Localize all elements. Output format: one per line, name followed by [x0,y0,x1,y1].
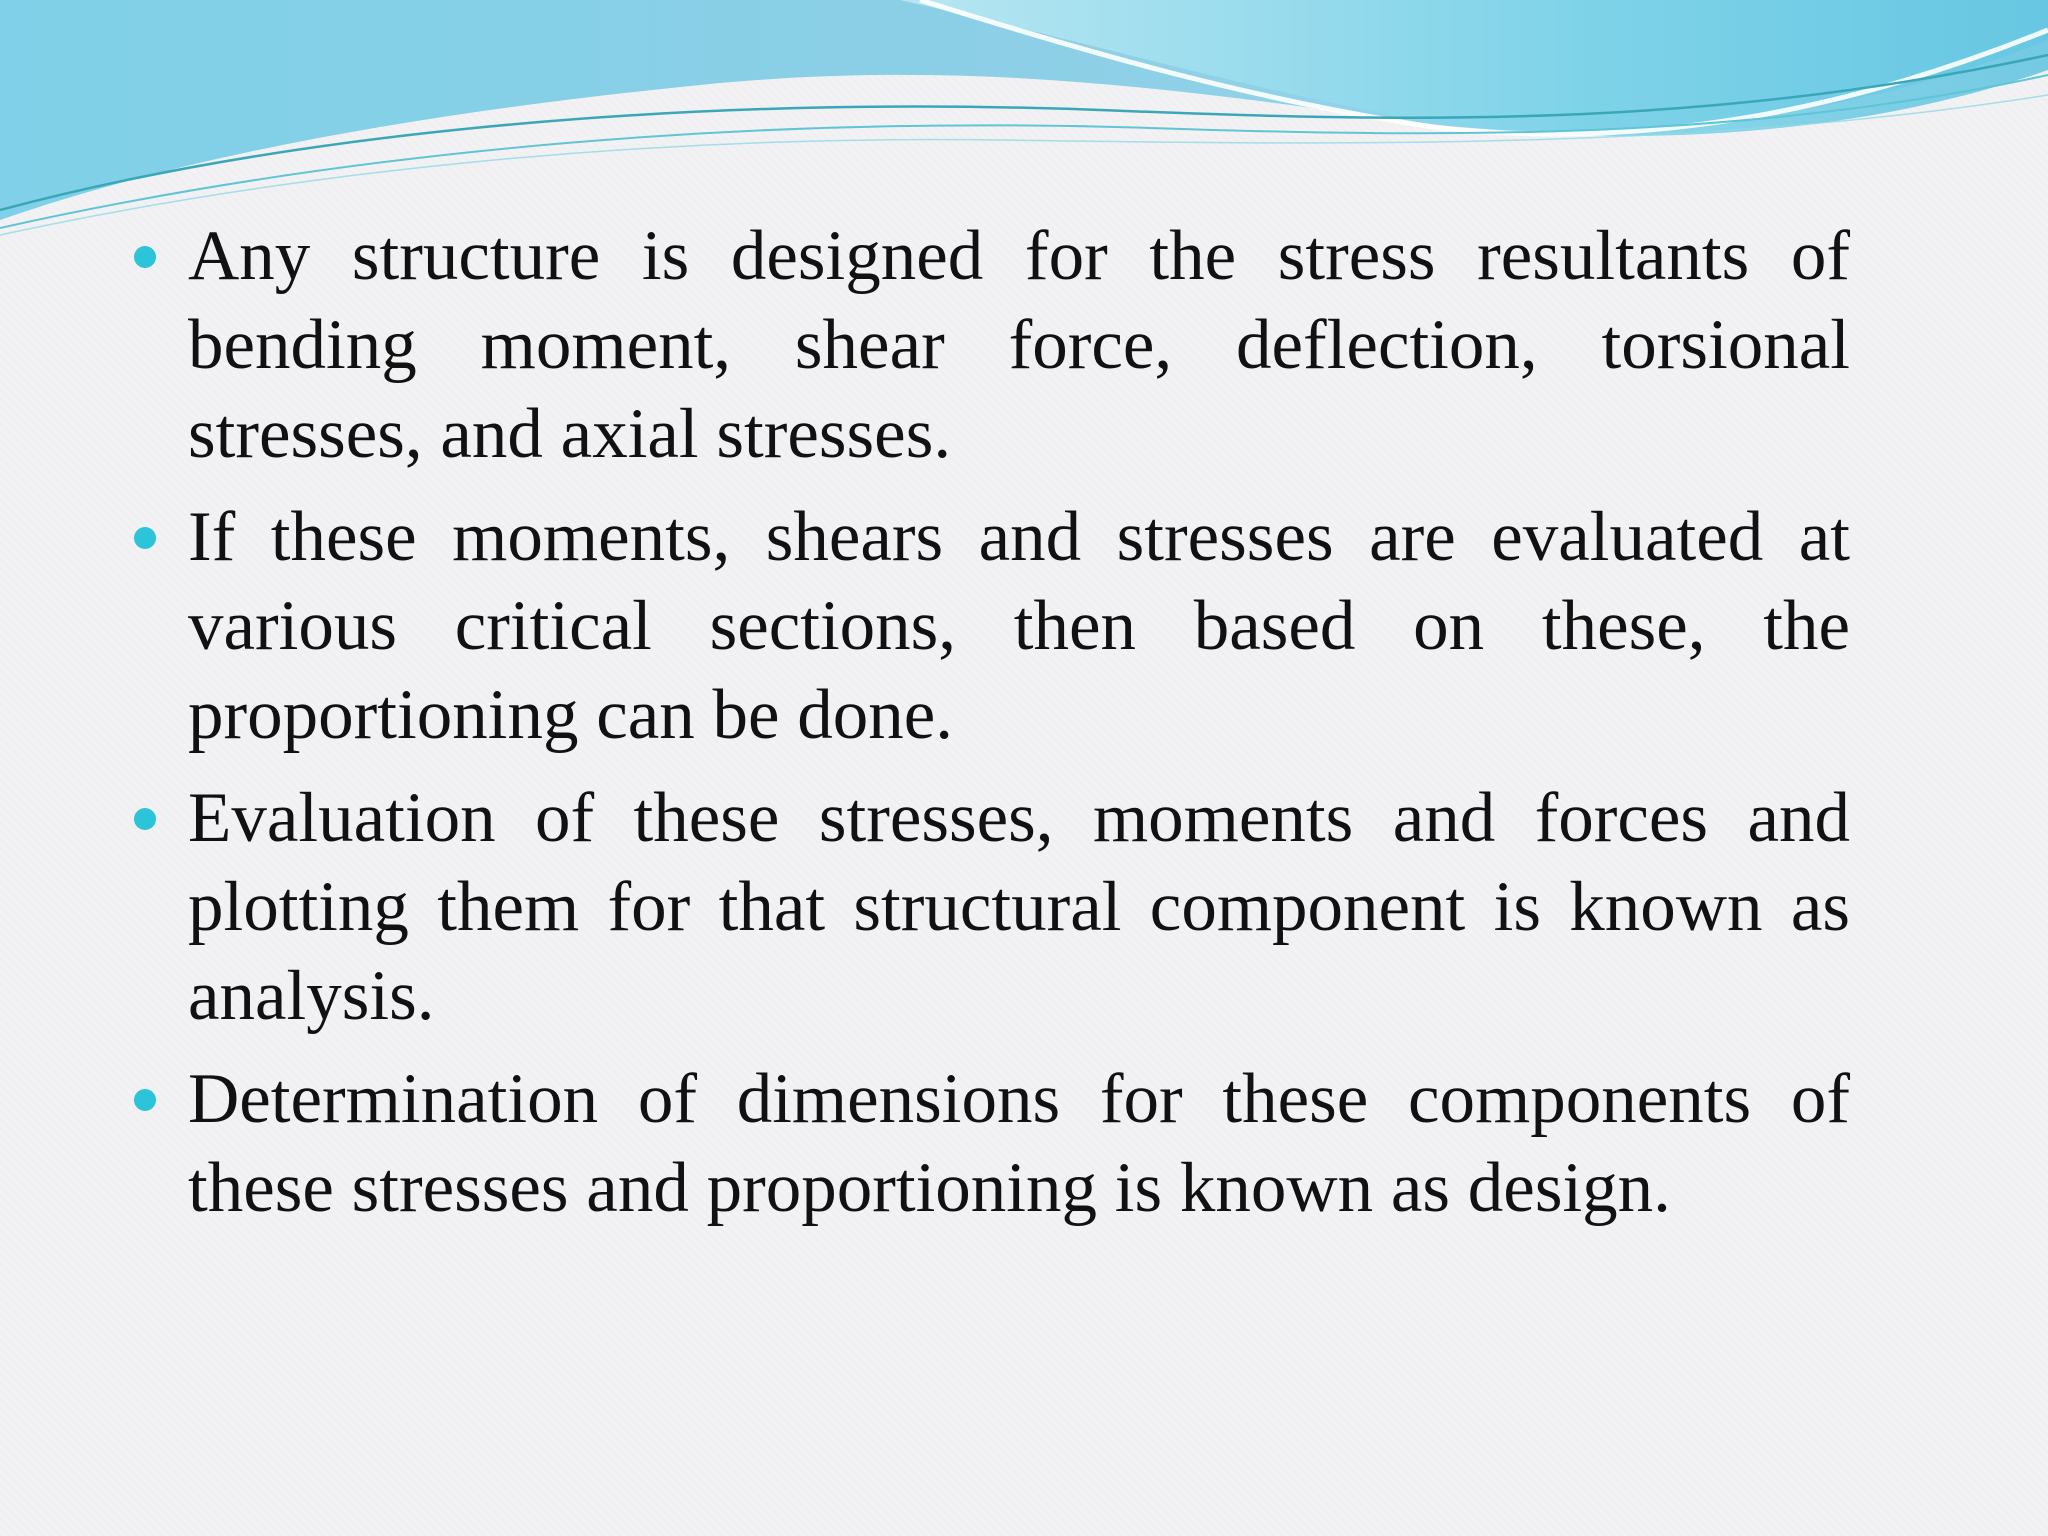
bullet-item [130,774,1850,1041]
bullet-list [130,212,1850,1233]
bullet-text: If these moments, shears and stresses are evaluated at various critical sections, then based on these, the proportioning can be done. [188,498,1850,754]
bullet-dot-icon [134,808,156,830]
slide-body [130,212,1850,1247]
bullet-dot-icon [134,527,156,549]
bullet-dot-icon [134,246,156,268]
bullet-text: Evaluation of these stresses, moments and forces and plotting them for that structural component is known as analysis. [188,779,1850,1035]
header-wave-decoration [0,0,2048,240]
bullet-text: Any structure is designed for the stress resultants of bending moment, shear force, deflection, torsional stresses, and axial stresses. [188,217,1850,473]
bullet-text: Determination of dimensions for these components of these stresses and proportioning is known as design. [188,1060,1850,1227]
bullet-item [130,1055,1850,1233]
bullet-item [130,212,1850,479]
bullet-dot-icon [134,1089,156,1111]
bullet-item [130,493,1850,760]
